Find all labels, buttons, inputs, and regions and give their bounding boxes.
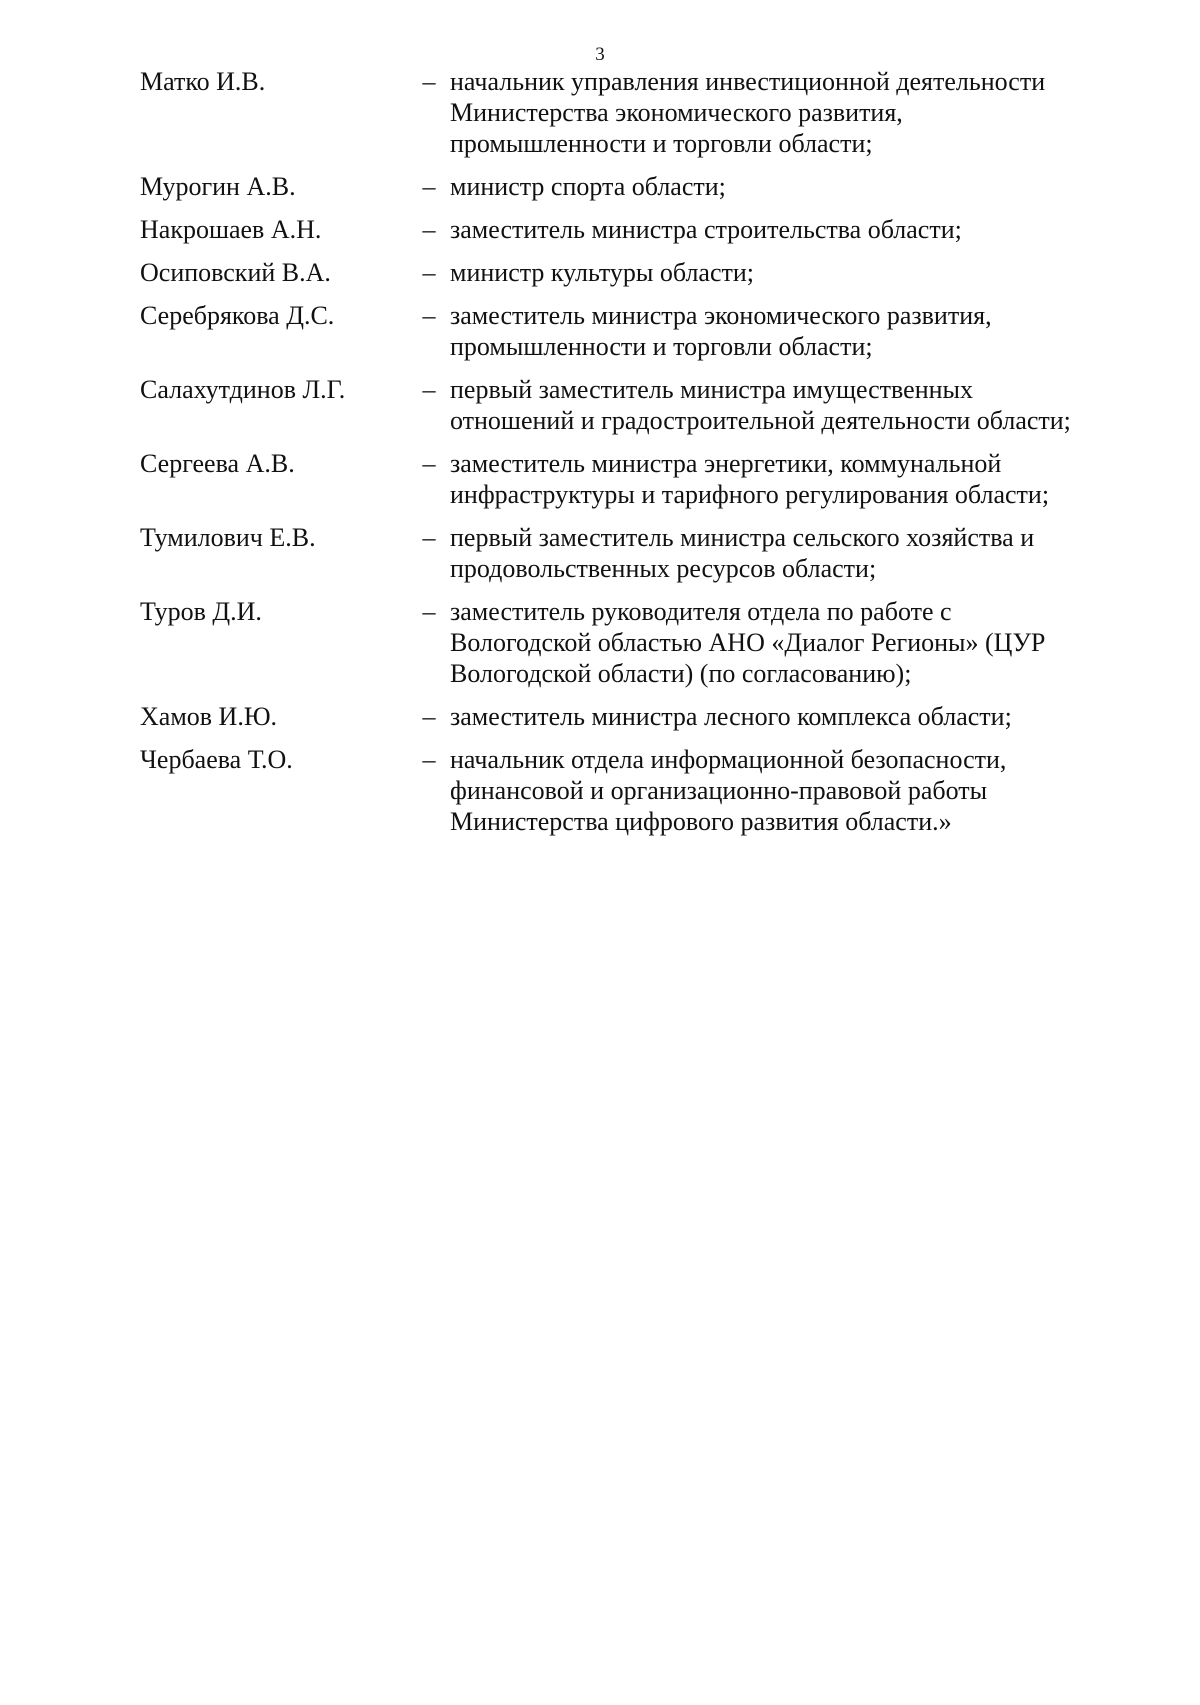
dash-separator: – (422, 172, 436, 201)
list-item (140, 448, 1150, 510)
member-name: Салахутдинов Л.Г. (140, 375, 346, 404)
dash-separator: – (422, 702, 436, 731)
member-name: Осиповский В.А. (140, 258, 331, 287)
member-name: Хамов И.Ю. (140, 702, 278, 731)
member-position: первый заместитель министра имущественных отношений и градостроительной деятельности области; (450, 375, 1071, 435)
dash-separator: – (422, 523, 436, 552)
list-item (140, 744, 1150, 837)
list-item (140, 66, 1150, 159)
member-position: заместитель министра лесного комплекса области; (450, 702, 1012, 731)
dash-separator: – (422, 745, 436, 774)
member-name: Накрошаев А.Н. (140, 215, 322, 244)
list-item (140, 522, 1150, 584)
member-position: заместитель руководителя отдела по работе с Вологодской областью АНО «Диалог Регионы» (ЦУР Вологодской области) (по согласованию); (450, 597, 1046, 688)
list-item (140, 214, 1150, 245)
member-name: Мурогин А.В. (140, 172, 296, 201)
members-list (140, 66, 1150, 849)
member-name: Матко И.В. (140, 67, 266, 96)
member-name: Туров Д.И. (140, 597, 262, 626)
member-position: заместитель министра энергетики, коммунальной инфраструктуры и тарифного регулирования области; (450, 449, 1050, 509)
member-name: Тумилович Е.В. (140, 523, 316, 552)
member-position: министр культуры области; (450, 258, 755, 287)
member-name: Серебрякова Д.С. (140, 301, 335, 330)
list-item (140, 300, 1150, 362)
dash-separator: – (422, 597, 436, 626)
list-item (140, 701, 1150, 732)
member-position: заместитель министра строительства области; (450, 215, 962, 244)
list-item (140, 257, 1150, 288)
list-item (140, 374, 1150, 436)
member-position: первый заместитель министра сельского хозяйства и продовольственных ресурсов области; (450, 523, 1035, 583)
dash-separator: – (422, 67, 436, 96)
dash-separator: – (422, 215, 436, 244)
dash-separator: – (422, 375, 436, 404)
list-item (140, 596, 1150, 689)
member-name: Чербаева Т.О. (140, 745, 293, 774)
dash-separator: – (422, 258, 436, 287)
member-position: министр спорта области; (450, 172, 726, 201)
member-position: начальник отдела информационной безопасности, финансовой и организационно-правовой работы Министерства цифрового развития области.» (450, 745, 1007, 836)
page-number: 3 (595, 44, 605, 65)
dash-separator: – (422, 301, 436, 330)
dash-separator: – (422, 449, 436, 478)
member-position: начальник управления инвестиционной деятельности Министерства экономического развития, промышленности и торговли области; (450, 67, 1046, 158)
list-item (140, 171, 1150, 202)
member-name: Сергеева А.В. (140, 449, 295, 478)
member-position: заместитель министра экономического развития, промышленности и торговли области; (450, 301, 992, 361)
